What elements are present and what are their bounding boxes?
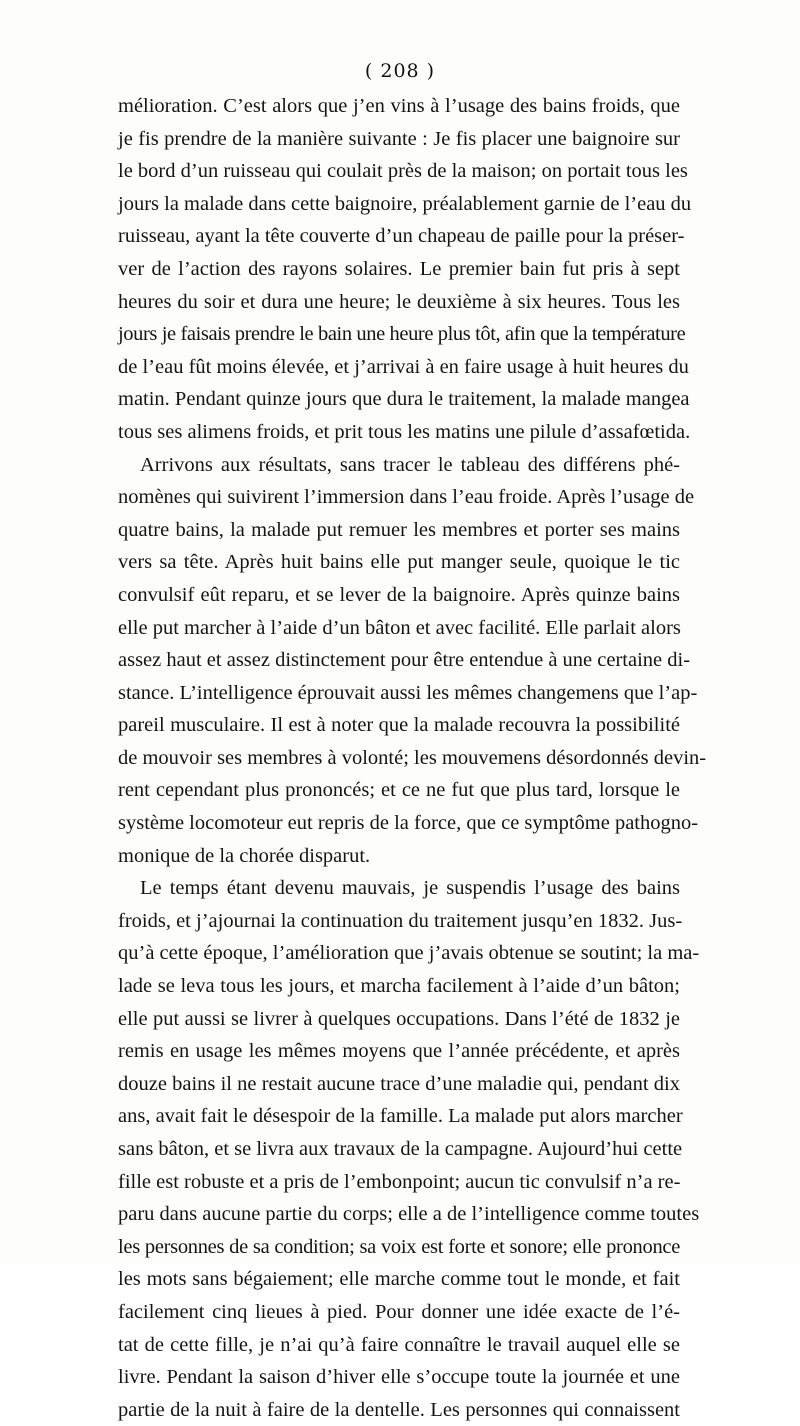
text-line: convulsif eût reparu, et se lever de la baignoire. Après quinze bains bbox=[118, 583, 680, 606]
text-line: stance. L’intelligence éprouvait aussi les mêmes changemens que l’ap- bbox=[118, 681, 698, 704]
text-line: paru dans aucune partie du corps; elle a de l’intelligence comme toutes bbox=[118, 1203, 700, 1226]
text-line: rent cependant plus prononcés; et ce ne fut que plus tard, lorsque le bbox=[118, 779, 680, 802]
text-line: les mots sans bégaiement; elle marche comme tout le monde, et fait bbox=[118, 1268, 680, 1291]
text-line: de l’eau fût moins élevée, et j’arrivai à en faire usage à huit heures du bbox=[118, 355, 689, 378]
text-line: pareil musculaire. Il est à noter que la malade recouvra la possibilité bbox=[118, 714, 680, 737]
page-number: ( 208 ) bbox=[364, 60, 436, 82]
text-line: Le temps étant devenu mauvais, je suspendis l’usage des bains bbox=[140, 877, 680, 900]
text-line: qu’à cette époque, l’amélioration que j’avais obtenue se soutint; la ma- bbox=[118, 942, 700, 965]
text-line: jours je faisais prendre le bain une heure plus tôt, afin que la température bbox=[118, 323, 686, 346]
text-line: je fis prendre de la manière suivante : Je fis placer une baignoire sur bbox=[118, 127, 680, 150]
text-line: quatre bains, la malade put remuer les membres et porter ses mains bbox=[118, 518, 680, 541]
body-text bbox=[118, 90, 707, 1426]
text-line: ver de l’action des rayons solaires. Le premier bain fut pris à sept bbox=[118, 257, 680, 280]
text-line: de mouvoir ses membres à volonté; les mouvemens désordonnés devin- bbox=[118, 746, 707, 769]
text-line: remis en usage les mêmes moyens que l’année précédente, et après bbox=[118, 1040, 680, 1063]
text-line: sans bâton, et se livra aux travaux de la campagne. Aujourd’hui cette bbox=[118, 1138, 683, 1160]
text-line: facilement cinq lieues à pied. Pour donner une idée exacte de l’é- bbox=[118, 1300, 680, 1323]
text-line: mélioration. C’est alors que j’en vins à l’usage des bains froids, que bbox=[118, 95, 680, 117]
text-line: le bord d’un ruisseau qui coulait près de la maison; on portait tous les bbox=[118, 160, 688, 183]
text-line: douze bains il ne restait aucune trace d’une maladie qui, pendant dix bbox=[118, 1072, 680, 1095]
text-line: heures du soir et dura une heure; le deuxième à six heures. Tous les bbox=[118, 290, 680, 313]
text-line: assez haut et assez distinctement pour être entendue à une certaine di- bbox=[118, 649, 691, 672]
text-line: fille est robuste et a pris de l’embonpoint; aucun tic convulsif n’a re- bbox=[118, 1170, 681, 1193]
text-line: nomènes qui suivirent l’immersion dans l’eau froide. Après l’usage de bbox=[118, 486, 695, 509]
text-line: jours la malade dans cette baignoire, préalablement garnie de l’eau du bbox=[118, 192, 692, 215]
text-line: livre. Pendant la saison d’hiver elle s’occupe toute la journée et une bbox=[118, 1366, 680, 1389]
text-line: froids, et j’ajournai la continuation du traitement jusqu’en 1832. Jus- bbox=[118, 909, 683, 932]
text-line: lade se leva tous les jours, et marcha facilement à l’aide d’un bâton; bbox=[118, 975, 680, 998]
text-line: tous ses alimens froids, et prit tous les matins une pilule d’assafœtida. bbox=[118, 420, 691, 443]
text-line: matin. Pendant quinze jours que dura le traitement, la malade mangea bbox=[118, 388, 690, 411]
text-line: ruisseau, ayant la tête couverte d’un chapeau de paille pour la préser- bbox=[118, 225, 685, 248]
text-line: tat de cette fille, je n’ai qu’à faire connaître le travail auquel elle se bbox=[118, 1333, 680, 1356]
text-line: elle put aussi se livrer à quelques occupations. Dans l’été de 1832 je bbox=[118, 1007, 680, 1030]
text-line: ans, avait fait le désespoir de la famille. La malade put alors marcher bbox=[118, 1105, 683, 1128]
text-line: les personnes de sa condition; sa voix est forte et sonore; elle prononce bbox=[118, 1235, 680, 1258]
text-line: partie de la nuit à faire de la dentelle. Les personnes qui connaissent bbox=[118, 1398, 680, 1421]
text-line: Arrivons aux résultats, sans tracer le tableau des différens phé- bbox=[140, 453, 680, 476]
text-line: vers sa tête. Après huit bains elle put manger seule, quoique le tic bbox=[118, 551, 680, 574]
text-line: monique de la chorée disparut. bbox=[118, 844, 371, 867]
text-line: elle put marcher à l’aide d’un bâton et avec facilité. Elle parlait alors bbox=[118, 616, 681, 639]
text-line: système locomoteur eut repris de la force, que ce symptôme pathogno- bbox=[118, 812, 699, 835]
